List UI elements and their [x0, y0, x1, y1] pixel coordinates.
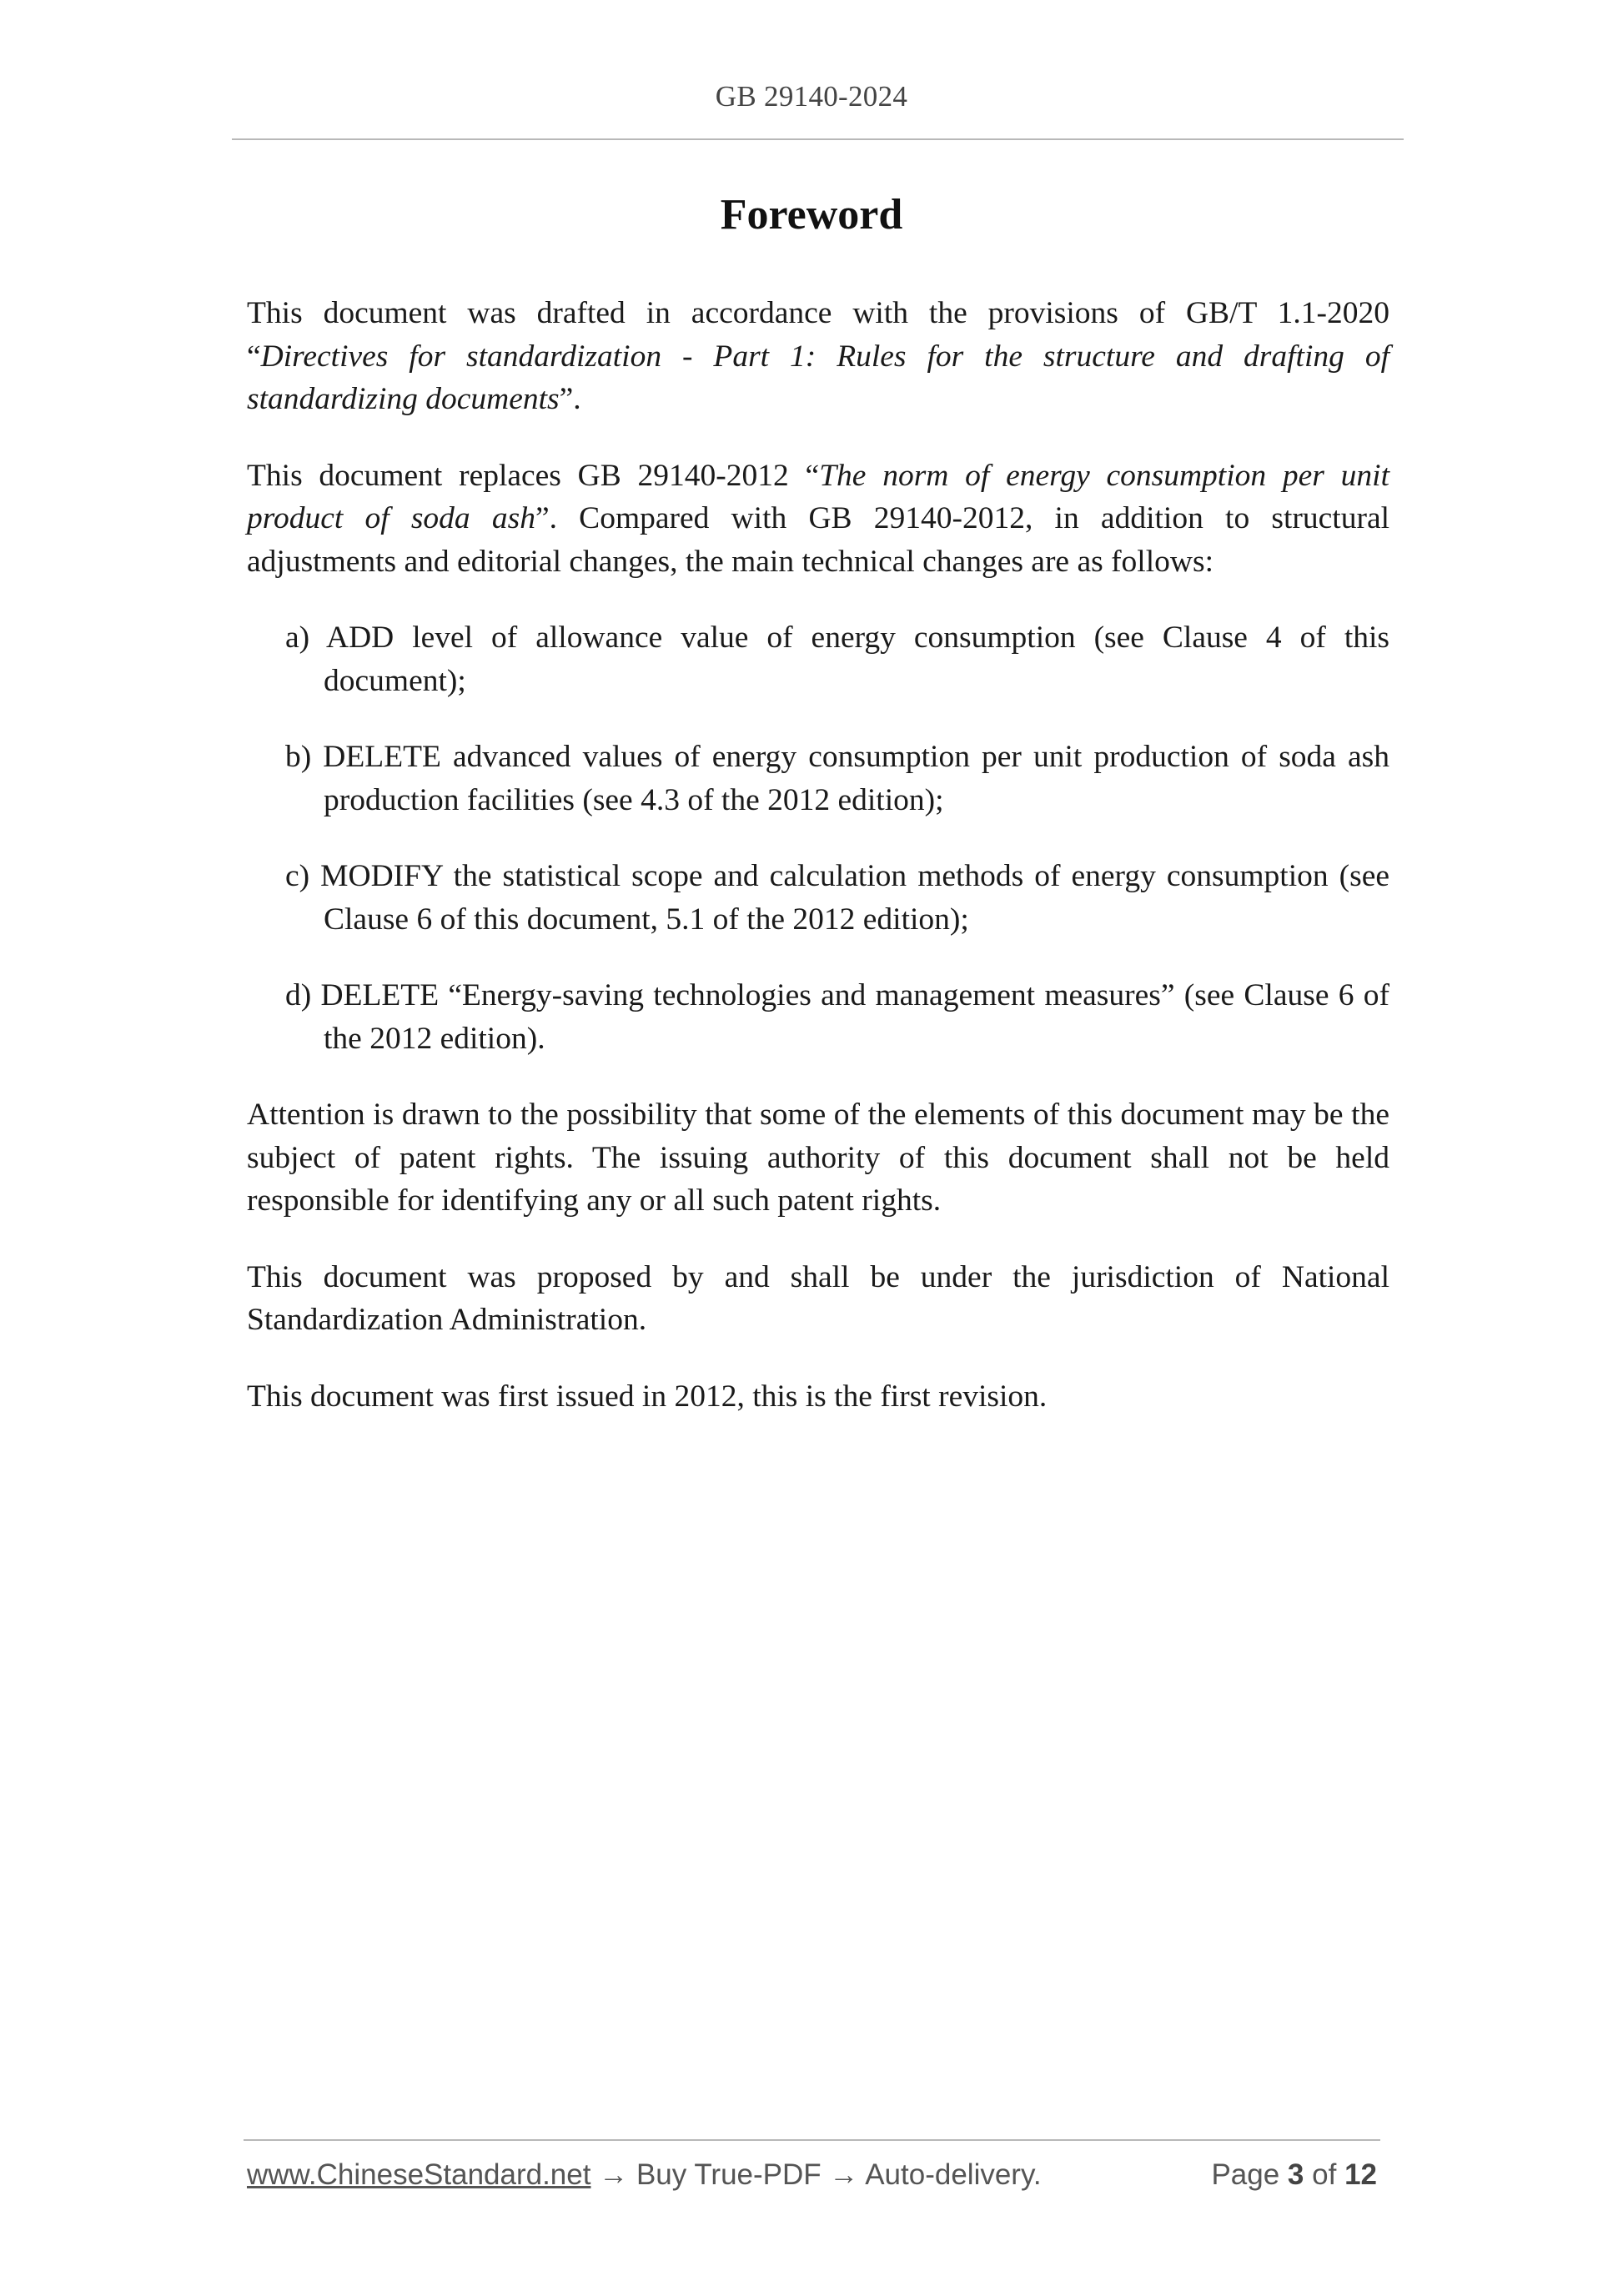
change-item-d: d) DELETE “Energy-saving technologies and management measures” (see Clause 6 of the 2012 edition).: [285, 978, 1389, 1056]
paragraph-text: ”. Compared with GB 29140-2012, in addition to structural adjustments and editorial changes, the main technical changes are as follows:: [247, 501, 1390, 579]
paragraph-revision-history: This document was first issued in 2012, this is the first revision.: [247, 1379, 1048, 1414]
cited-title: Directives for standardization - Part 1: Rules for the structure and drafting of standardizing documents: [247, 339, 1389, 416]
page-label: Page: [1211, 2158, 1280, 2191]
page-title: Foreword: [720, 191, 903, 239]
page-indicator: [1211, 2158, 1377, 2192]
footer-divider: [244, 2139, 1380, 2141]
footer-promo: [247, 2158, 1042, 2192]
current-page-number: 3: [1287, 2158, 1304, 2191]
paragraph-replacement: [247, 455, 1389, 584]
paragraph-text: This document was drafted in accordance with the provisions of GB/T 1.1-2020 “: [247, 296, 1389, 374]
document-number-header: GB 29140-2024: [715, 80, 908, 113]
paragraph-text: ”.: [559, 382, 581, 416]
website-link[interactable]: www.ChineseStandard.net: [247, 2158, 591, 2191]
cited-title: The norm of energy consumption per unit product of soda ash: [247, 458, 1389, 535]
change-item-b: b) DELETE advanced values of energy consumption per unit production of soda ash production facilities (see 4.3 of the 2012 edition);: [285, 740, 1389, 817]
change-item-c: c) MODIFY the statistical scope and calculation methods of energy consumption (see Clause 6 of this document, 5.1 of the 2012 edition);: [285, 859, 1389, 937]
arrow-right-icon: →: [829, 2158, 859, 2191]
page-of-label: of: [1312, 2158, 1337, 2191]
arrow-right-icon: →: [599, 2158, 629, 2191]
change-item-a: a) ADD level of allowance value of energy consumption (see Clause 4 of this document);: [285, 620, 1389, 698]
total-pages-number: 12: [1344, 2158, 1377, 2191]
auto-delivery-text: Auto-delivery.: [865, 2158, 1042, 2191]
foreword-body: [247, 292, 1389, 1451]
paragraph-text: This document replaces GB 29140-2012 “: [247, 458, 820, 493]
paragraph-patent-notice: Attention is drawn to the possibility that some of the elements of this document may be the subject of patent rights. The issuing authority of this document shall not be held responsible for identifying any or all such patent rights.: [247, 1098, 1389, 1218]
paragraph-drafting-basis: [247, 292, 1389, 421]
buy-pdf-text: Buy True-PDF: [636, 2158, 822, 2191]
paragraph-jurisdiction: This document was proposed by and shall be under the jurisdiction of National Standardization Administration.: [247, 1259, 1389, 1337]
header-divider: [232, 138, 1404, 140]
